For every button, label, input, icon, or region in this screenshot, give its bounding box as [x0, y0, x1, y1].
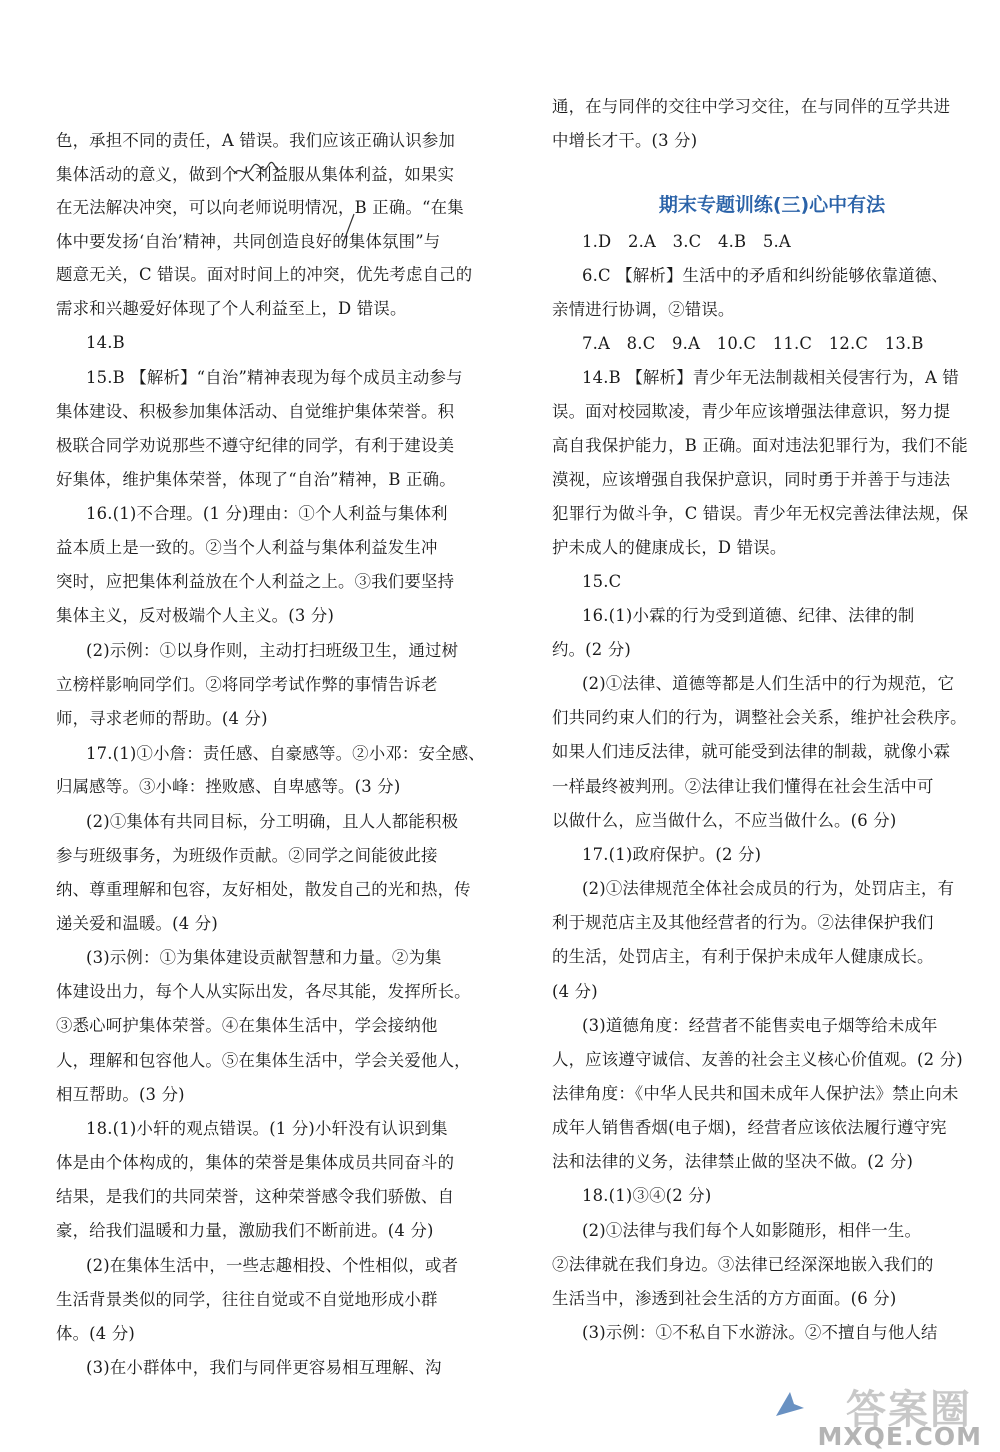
text-line: 通，在与同伴的交往中学习交往，在与同伴的互学共进 — [552, 97, 951, 116]
text-line: (3)示例：①不私自下水游泳。②不擅自与他人结 — [582, 1323, 938, 1342]
text-line: (4 分) — [552, 982, 598, 1001]
text-line: 高自我保护能力，B 正确。面对违法犯罪行为，我们不能 — [552, 436, 968, 455]
text-line: 豪，给我们温暖和力量，激励我们不断前进。(4 分) — [56, 1221, 434, 1240]
text-line: (3)示例：①为集体建设贡献智慧和力量。②为集 — [86, 948, 442, 967]
text-line: 18.(1)③④(2 分) — [582, 1186, 712, 1205]
text-line: (2)①集体有共同目标，分工明确，且人人都能积极 — [86, 812, 459, 831]
text-line: 结果，是我们的共同荣誉，这种荣誉感令我们骄傲、自 — [56, 1187, 455, 1206]
text-line: 法和法律的义务，法律禁止做的坚决不做。(2 分) — [552, 1152, 914, 1171]
text-line: 生活当中，渗透到社会生活的方方面面。(6 分) — [552, 1289, 897, 1308]
text-line: 16.(1)小霖的行为受到道德、纪律、法律的制 — [582, 606, 915, 625]
text-line: 体是由个体构成的，集体的荣誉是集体成员共同奋斗的 — [56, 1153, 455, 1172]
text-line: 以做什么，应当做什么，不应当做什么。(6 分) — [552, 811, 897, 830]
text-line: 犯罪行为做斗争，C 错误。青少年无权完善法律法规，保 — [552, 504, 969, 523]
text-line: 如果人们违反法律，就可能受到法律的制裁，就像小霖 — [552, 742, 951, 761]
text-line: 18.(1)小轩的观点错误。(1 分)小轩没有认识到集 — [86, 1119, 448, 1138]
text-line: 成年人销售香烟(电子烟)，经营者应该依法履行遵守宪 — [552, 1118, 947, 1137]
text-line: 15.B 【解析】“自治”精神表现为每个成员主动参与 — [86, 368, 463, 387]
text-line: 误。面对校园欺凌，青少年应该增强法律意识，努力提 — [552, 402, 951, 421]
handwritten-scribble — [340, 212, 356, 248]
text-line: 集体活动的意义，做到个人利益服从集体利益，如果实 — [56, 165, 455, 184]
text-line: (2)①法律、道德等都是人们生活中的行为规范，它 — [582, 674, 955, 693]
text-line: ③悉心呵护集体荣誉。④在集体生活中，学会接纳他 — [56, 1016, 438, 1035]
text-line: 14.B — [86, 333, 125, 352]
text-line: 体建设出力，每个人从实际出发，各尽其能，发挥所长。 — [56, 982, 471, 1001]
text-line: 人，应该遵守诚信、友善的社会主义核心价值观。(2 分) — [552, 1050, 963, 1069]
text-line: 立榜样影响同学们。②将同学考试作弊的事情告诉老 — [56, 675, 438, 694]
text-line: (3)道德角度：经营者不能售卖电子烟等给未成年 — [582, 1016, 938, 1035]
text-line: 14.B 【解析】青少年无法制裁相关侵害行为，A 错 — [582, 368, 959, 387]
text-line: 体中要发扬‘自治’精神，共同创造良好的集体氛围”与 — [56, 232, 441, 251]
watermark-url: MXQE.COM — [817, 1422, 982, 1451]
text-line: ②法律就在我们身边。③法律已经深深地嵌入我们的 — [552, 1255, 934, 1274]
text-line: 益本质上是一致的。②当个人利益与集体利益发生冲 — [56, 538, 438, 557]
text-line: 集体主义，反对极端个人主义。(3 分) — [56, 606, 335, 625]
text-line: 集体建设、积极参加集体活动、自觉维护集体荣誉。积 — [56, 402, 455, 421]
text-line: 人，理解和包容他人。⑤在集体生活中，学会关爱他人， — [56, 1051, 471, 1070]
text-line: 师，寻求老师的帮助。(4 分) — [56, 709, 268, 728]
text-line: 好集体，维护集体荣誉，体现了“自治”精神，B 正确。 — [56, 470, 456, 489]
text-line: 15.C — [582, 572, 622, 591]
text-line: 突时，应把集体利益放在个人利益之上。③我们要坚持 — [56, 572, 455, 591]
text-line: (2)①法律规范全体社会成员的行为，处罚店主，有 — [582, 879, 955, 898]
text-line: 体。(4 分) — [56, 1324, 135, 1343]
handwritten-scribble — [232, 160, 282, 184]
watermark-text: 答案圈 — [846, 1387, 972, 1433]
text-line: (2)示例：①以身作则，主动打扫班级卫生，通过树 — [86, 641, 459, 660]
text-line: 们共同约束人们的行为，调整社会关系，维护社会秩序。 — [552, 708, 967, 727]
text-line: 一样最终被判刑。②法律让我们懂得在社会生活中可 — [552, 777, 934, 796]
text-line: 递关爱和温暖。(4 分) — [56, 914, 218, 933]
text-line: 利于规范店主及其他经营者的行为。②法律保护我们 — [552, 913, 934, 932]
text-line: 7.A 8.C 9.A 10.C 11.C 12.C 13.B — [582, 334, 924, 353]
text-line: 在无法解决冲突，可以向老师说明情况，B 正确。“在集 — [56, 198, 464, 217]
text-line: 参与班级事务，为班级作贡献。②同学之间能彼此接 — [56, 846, 438, 865]
text-line: 极联合同学劝说那些不遵守纪律的同学，有利于建设美 — [56, 436, 455, 455]
text-line: (3)在小群体中，我们与同伴更容易相互理解、沟 — [86, 1358, 442, 1377]
section-title: 期末专题训练(三)心中有法 — [658, 194, 886, 216]
text-line: (2)①法律与我们每个人如影随形，相伴一生。 — [582, 1221, 922, 1240]
text-line: 生活背景类似的同学，往往自觉或不自觉地形成小群 — [56, 1290, 438, 1309]
text-line: (2)在集体生活中，一些志趣相投、个性相似，或者 — [86, 1256, 459, 1275]
text-line: 色，承担不同的责任，A 错误。我们应该正确认识参加 — [56, 131, 456, 150]
text-line: 中增长才干。(3 分) — [552, 131, 698, 150]
text-line: 法律角度：《中华人民共和国未成年人保护法》禁止向未 — [552, 1084, 959, 1103]
text-line: 1.D 2.A 3.C 4.B 5.A — [582, 232, 791, 251]
text-line: 相互帮助。(3 分) — [56, 1085, 185, 1104]
site-watermark — [752, 1378, 992, 1450]
text-line: 的生活，处罚店主，有利于保护未成年人健康成长。 — [552, 947, 934, 966]
text-line: 归属感等。③小峰：挫败感、自卑感等。(3 分) — [56, 777, 401, 796]
text-line: 约。(2 分) — [552, 640, 631, 659]
text-line: 护未成人的健康成长，D 错误。 — [552, 538, 787, 557]
text-line: 17.(1)①小詹：责任感、自豪感等。②小邓：安全感、 — [86, 744, 485, 763]
text-line: 16.(1)不合理。(1 分)理由：①个人利益与集体利 — [86, 504, 448, 523]
text-line: 17.(1)政府保护。(2 分) — [582, 845, 762, 864]
text-line: 6.C 【解析】生活中的矛盾和纠纷能够依靠道德、 — [582, 266, 949, 285]
text-line: 题意无关，C 错误。面对时间上的冲突，优先考虑自己的 — [56, 265, 473, 284]
text-line: 漠视，应该增强自我保护意识，同时勇于并善于与违法 — [552, 470, 951, 489]
text-line: 亲情进行协调，②错误。 — [552, 300, 735, 319]
text-line: 需求和兴趣爱好体现了个人利益至上，D 错误。 — [56, 299, 407, 318]
text-line: 纳、尊重理解和包容，友好相处，散发自己的光和热，传 — [56, 880, 471, 899]
